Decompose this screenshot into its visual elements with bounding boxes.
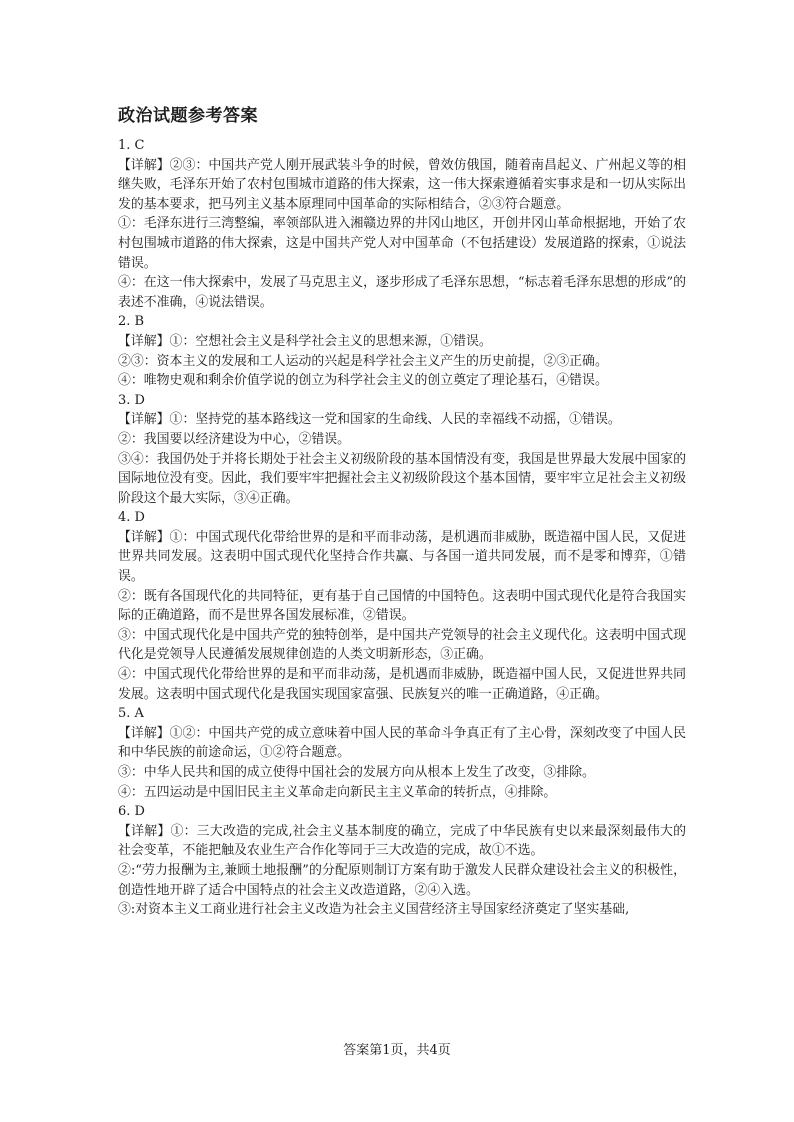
answer-paragraph: ③④：我国仍处于并将长期处于社会主义初级阶段的基本国情没有变，我国是世界最大发展中国家的国际地位没有变。因此，我们要牢牢把握社会主义初级阶段这个基本国情，要牢牢立足社会主义初级阶段这个最大实际，③④正确。 — [118, 451, 686, 506]
answer-paragraph: ②：我国要以经济建设为中心，②错误。 — [118, 431, 351, 447]
page-footer: 答案第1页，共4页 — [343, 1043, 451, 1058]
question-number: 4. D — [118, 510, 145, 526]
question-5 — [118, 704, 686, 802]
question-number: 6. D — [118, 804, 145, 820]
answer-paragraph: ②：既有各国现代化的共同特征，更有基于自己国情的中国特色。这表明中国式现代化是符合我国实际的正确道路，而不是世界各国发展标准，②错误。 — [118, 588, 686, 624]
question-3 — [118, 391, 686, 509]
question-number: 2. B — [118, 314, 145, 330]
answer-paragraph: ④：中国式现代化带给世界的是和平而非动荡，是机遇而非威胁，既造福中国人民，又促进世界共同发展。这表明中国式现代化是我国实现国家富强、民族复兴的唯一正确道路，④正确。 — [118, 667, 686, 702]
answer-paragraph: ②③：资本主义的发展和工人运动的兴起是科学社会主义产生的历史前提，②③正确。 — [118, 353, 608, 369]
answer-paragraph: ③：中华人民共和国的成立使得中国社会的发展方向从根本上发生了改变，③排除。 — [118, 765, 595, 780]
answer-paragraph: ①：毛泽东进行三湾整编，率领部队进入湘赣边界的井冈山地区，开创井冈山革命根据地，开始了农村包围城市道路的伟大探索，这是中国共产党人对中国革命（不包括建设）发展道路的探索，①说法错误。 — [118, 216, 686, 271]
answer-paragraph: ④：在这一伟大探索中，发展了马克思主义，逐步形成了毛泽东思想，“标志着毛泽东思想的形成”的表述不准确，④说法错误。 — [118, 275, 686, 310]
question-4 — [118, 508, 686, 704]
question-1 — [118, 136, 686, 312]
page-title: 政治试题参考答案 — [118, 106, 258, 126]
question-number: 5. A — [118, 706, 144, 722]
answer-paragraph: 【详解】①：三大改造的完成,社会主义基本制度的确立，完成了中华民族有史以来最深刻最伟大的社会变革，不能把触及农业生产合作化等同于三大改造的完成，故①不选。 — [118, 823, 686, 859]
answer-paragraph: 【详解】①：中国式现代化带给世界的是和平而非动荡，是机遇而非威胁，既造福中国人民，又促进世界共同发展。这表明中国式现代化坚持合作共赢、与各国一道共同发展，而不是零和博弈，①错误。 — [118, 529, 686, 585]
question-number: 1. C — [118, 138, 145, 153]
question-6 — [118, 802, 686, 920]
answer-paragraph: ③:对资本主义工商业进行社会主义改造为社会主义国营经济主导国家经济奠定了坚实基础, — [118, 902, 630, 918]
answer-paragraph: ④：五四运动是中国旧民主主义革命走向新民主主义革命的转折点，④排除。 — [118, 784, 557, 800]
answer-paragraph: ④：唯物史观和剩余价值学说的创立为科学社会主义的创立奠定了理论基石，④错误。 — [118, 373, 608, 389]
answer-paragraph: 【详解】①：空想社会主义是科学社会主义的思想来源，①错误。 — [118, 333, 492, 349]
answer-document — [118, 104, 686, 920]
answer-paragraph: 【详解】②③：中国共产党人刚开展武装斗争的时候，曾效仿俄国，随着南昌起义、广州起义等的相继失败，毛泽东开始了农村包围城市道路的伟大探索，这一伟大探索遵循着实事求是和一切从实际出发的基本要求，把马列主义基本原理同中国革命的实际相结合，②③符合题意。 — [118, 157, 686, 212]
answer-paragraph: 【详解】①②：中国共产党的成立意味着中国人民的革命斗争真正有了主心骨，深刻改变了中国人民和中华民族的前途命运，①②符合题意。 — [118, 725, 686, 761]
question-number: 3. D — [118, 392, 145, 408]
answer-paragraph: ②:“劳力报酬为主,兼顾土地报酬”的分配原则制订方案有助于激发人民群众建设社会主义的积极性，创造性地开辟了适合中国特点的社会主义改造道路，②④入选。 — [118, 862, 686, 898]
question-2 — [118, 312, 686, 390]
answer-paragraph: 【详解】①：坚持党的基本路线这一党和国家的生命线、人民的幸福线不动摇，①错误。 — [118, 412, 621, 428]
answer-paragraph: ③：中国式现代化是中国共产党的独特创举，是中国共产党领导的社会主义现代化。这表明中国式现代化是党领导人民遵循发展规律创造的人类文明新形态，③正确。 — [118, 627, 686, 663]
